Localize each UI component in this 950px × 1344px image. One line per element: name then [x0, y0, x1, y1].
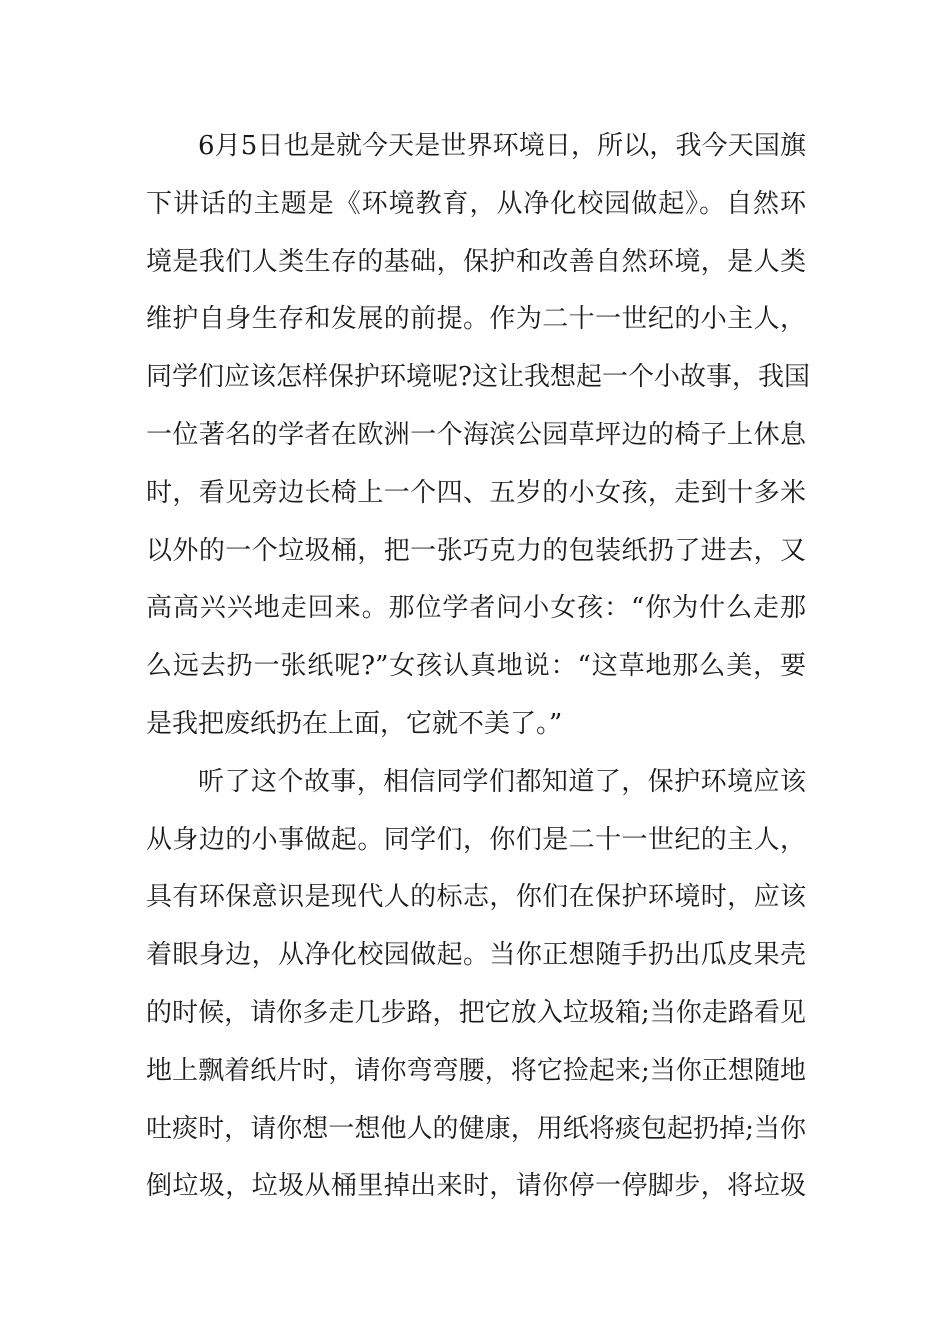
text-line: 从身边的小事做起。同学们，你们是二十一世纪的主人， — [146, 824, 806, 855]
text-line: 吐痰时，请你想一想他人的健康，用纸将痰包起扔掉;当你 — [146, 1113, 806, 1144]
text-line: 维护自身生存和发展的前提。作为二十一世纪的小主人， — [146, 304, 806, 335]
text-line: 境是我们人类生存的基础，保护和改善自然环境，是人类 — [146, 246, 806, 277]
text-line: 具有环保意识是现代人的标志，你们在保护环境时，应该 — [146, 882, 806, 913]
text-line: 一位著名的学者在欧洲一个海滨公园草坪边的椅子上休息 — [146, 419, 806, 450]
text-line: 6月5日也是就今天是世界环境日，所以，我今天国旗 — [198, 131, 806, 161]
text-line: 着眼身边，从净化校园做起。当你正想随手扔出瓜皮果壳 — [146, 940, 806, 971]
text-line: 高高兴兴地走回来。那位学者问小女孩：“你为什么走那 — [146, 593, 806, 624]
text-line: 倒垃圾，垃圾从桶里掉出来时，请你停一停脚步，将垃圾 — [146, 1171, 806, 1202]
text-line: 下讲话的主题是《环境教育，从净化校园做起》。自然环 — [146, 188, 806, 219]
paragraph-1 — [146, 118, 810, 754]
text-line: 时，看见旁边长椅上一个四、五岁的小女孩，走到十多米 — [146, 477, 806, 508]
text-line: 听了这个故事，相信同学们都知道了，保护环境应该 — [198, 766, 806, 797]
text-line: 同学们应该怎样保护环境呢?这让我想起一个小故事，我国 — [146, 362, 810, 393]
text-line: 以外的一个垃圾桶，把一张巧克力的包装纸扔了进去，又 — [146, 535, 806, 566]
text-line: 么远去扔一张纸呢?”女孩认真地说：“这草地那么美，要 — [146, 651, 806, 682]
paragraph-2 — [146, 754, 806, 1216]
text-line: 是我把废纸扔在上面，它就不美了。” — [146, 708, 563, 739]
text-line: 的时候，请你多走几步路，把它放入垃圾箱;当你走路看见 — [146, 997, 806, 1028]
text-line: 地上飘着纸片时，请你弯弯腰，将它捡起来;当你正想随地 — [146, 1055, 806, 1086]
document-body — [146, 118, 810, 1216]
